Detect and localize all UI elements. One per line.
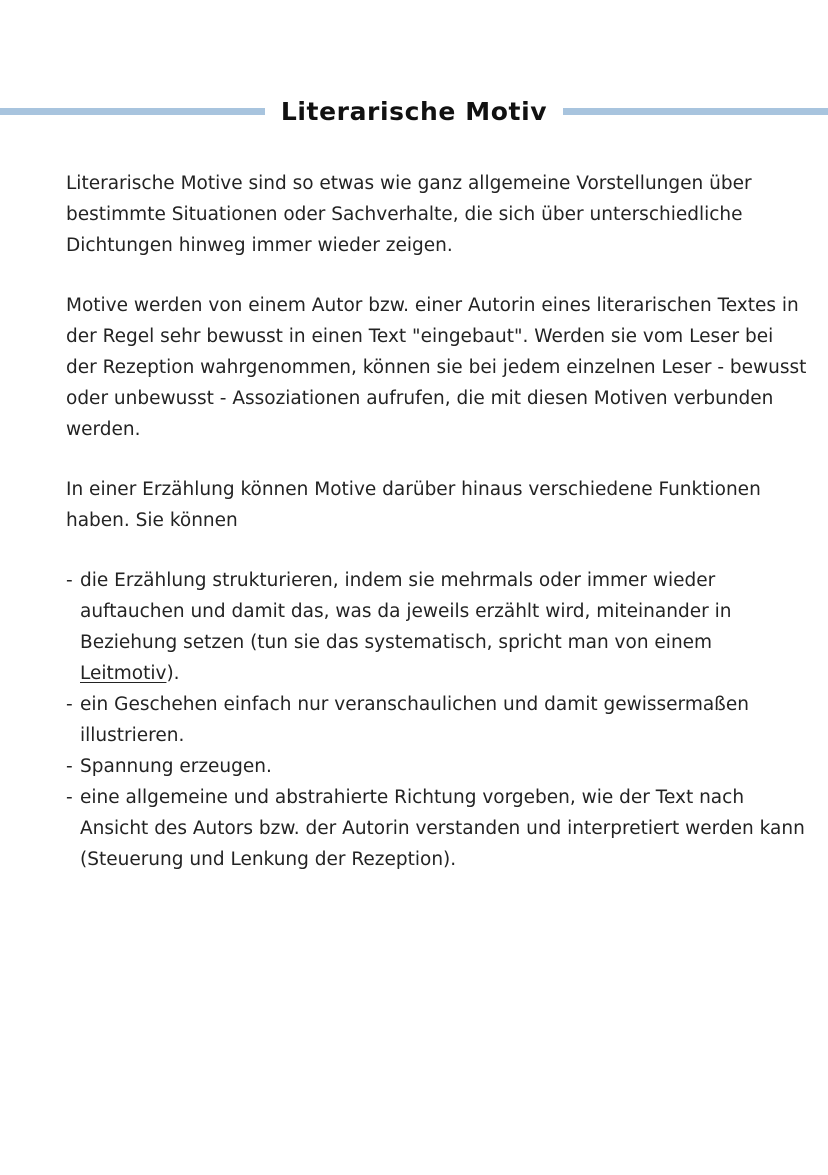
list-item-text-after: ). bbox=[166, 663, 180, 684]
list-item-text-before: Spannung erzeugen. bbox=[80, 756, 272, 777]
list-item-text-before: die Erzählung strukturieren, indem sie mehrmals oder immer wieder auftauchen und damit das, was da jeweils erzählt wird, miteinander in Beziehung setzen (tun sie das systematisch, spricht man von einem bbox=[80, 570, 732, 653]
page-title: Literarische Motiv bbox=[280, 96, 548, 126]
list-item-text-underlined: Leitmotiv bbox=[80, 663, 167, 684]
document-header bbox=[0, 92, 828, 130]
header-rule-left bbox=[0, 108, 265, 115]
paragraph-author-intent: Motive werden von einem Autor bzw. einer Autorin eines literarischen Textes in der Regel sehr bewusst in einen Text "eingebaut". Werden sie vom Leser bei der Rezeption wahrgenommen, können sie bei jedem einzelnen Leser - bewusst oder unbewusst - Assoziationen aufrufen, die mit diesen Motiven verbunden werden. bbox=[66, 295, 807, 440]
paragraph-definition: Literarische Motive sind so etwas wie ganz allgemeine Vorstellungen über bestimmte Situationen oder Sachverhalte, die sich über unterschiedliche Dichtungen hinweg immer wieder zeigen. bbox=[66, 173, 752, 256]
list-item bbox=[66, 751, 808, 782]
header-rule-right bbox=[563, 108, 828, 115]
list-marker: - bbox=[66, 756, 73, 777]
list-item-text-before: ein Geschehen einfach nur veranschaulichen und damit gewissermaßen illustrieren. bbox=[80, 694, 749, 746]
list-item bbox=[66, 565, 808, 689]
list-item-text-before: eine allgemeine und abstrahierte Richtung vorgeben, wie der Text nach Ansicht des Autors bzw. der Autorin verstanden und interpretiert werden kann (Steuerung und Lenkung der Rezeption). bbox=[80, 787, 805, 870]
functions-list bbox=[66, 565, 808, 875]
list-marker: - bbox=[66, 694, 73, 715]
list-marker: - bbox=[66, 787, 73, 808]
list-marker: - bbox=[66, 570, 73, 591]
document-body bbox=[66, 168, 808, 875]
list-item bbox=[66, 689, 808, 751]
paragraph-functions-intro: In einer Erzählung können Motive darüber hinaus verschiedene Funktionen haben. Sie können bbox=[66, 479, 761, 531]
list-item bbox=[66, 782, 808, 875]
